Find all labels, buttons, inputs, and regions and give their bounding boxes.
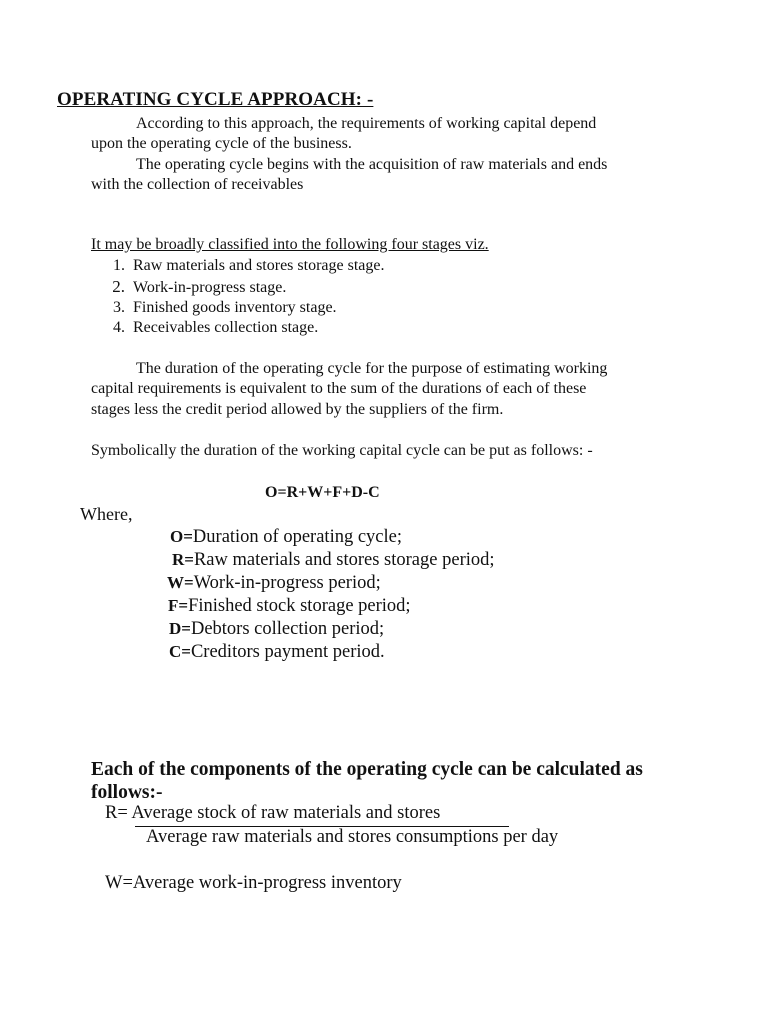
definition-symbol: W= <box>167 573 194 592</box>
definition-text: Work-in-progress period; <box>193 573 381 593</box>
definition-c <box>169 642 385 663</box>
definition-text: Finished stock storage period; <box>188 596 411 616</box>
definition-d <box>169 619 384 640</box>
definition-symbol: F= <box>168 596 189 615</box>
duration-line-1: The duration of the operating cycle for the purpose of estimating working <box>136 360 608 377</box>
formula: O=R+W+F+D-C <box>265 484 380 501</box>
definition-text: Creditors payment period. <box>190 642 385 662</box>
definition-o <box>170 527 402 548</box>
definition-symbol: C= <box>169 642 191 661</box>
list-item-text: Finished goods inventory stage. <box>133 299 337 316</box>
list-item <box>103 277 286 298</box>
duration-line-2: capital requirements is equivalent to the sum of the durations of each of these <box>91 380 587 397</box>
page-title: OPERATING CYCLE APPROACH: - <box>57 89 374 110</box>
list-item <box>103 256 384 276</box>
list-item <box>103 318 318 338</box>
intro-paragraph-2-line-2: with the collection of receivables <box>91 176 304 193</box>
definition-text: Debtors collection period; <box>190 619 385 639</box>
list-item-number: 1. <box>113 257 125 274</box>
components-heading: Each of the components of the operating cycle can be calculated as follows:- <box>91 759 643 803</box>
definition-symbol: D= <box>169 619 191 638</box>
definition-symbol: O= <box>170 527 193 546</box>
intro-paragraph-2-line-1: The operating cycle begins with the acquisition of raw materials and ends <box>136 156 608 173</box>
definition-f <box>168 596 411 617</box>
where-label: Where, <box>80 504 133 524</box>
list-item-text: Raw materials and stores storage stage. <box>133 257 385 274</box>
w-formula-numerator: W=Average work-in-progress inventory <box>105 873 402 893</box>
duration-line-3: stages less the credit period allowed by the suppliers of the firm. <box>91 401 504 418</box>
intro-paragraph-1-line-2: upon the operating cycle of the business. <box>91 135 352 152</box>
definition-symbol: R= <box>172 550 194 569</box>
list-item-number: 3. <box>113 299 125 316</box>
definition-w <box>167 573 381 594</box>
definition-r <box>172 550 495 571</box>
symbolic-intro: Symbolically the duration of the working capital cycle can be put as follows: - <box>91 442 593 459</box>
intro-paragraph-1-line-1: According to this approach, the requirements of working capital depend <box>136 115 597 132</box>
r-formula-denominator: Average raw materials and stores consumptions per day <box>146 827 559 847</box>
list-item <box>103 298 337 318</box>
list-item-number: 4. <box>113 319 125 336</box>
definition-text: Duration of operating cycle; <box>192 527 402 547</box>
definition-text: Raw materials and stores storage period; <box>193 550 495 570</box>
list-item-text: Receivables collection stage. <box>133 319 319 336</box>
r-formula-numerator: R= Average stock of raw materials and stores <box>105 803 441 823</box>
list-item-number: 2. <box>112 277 125 296</box>
stages-lead: It may be broadly classified into the following four stages viz. <box>91 236 489 253</box>
list-item-text: Work-in-progress stage. <box>133 279 287 296</box>
